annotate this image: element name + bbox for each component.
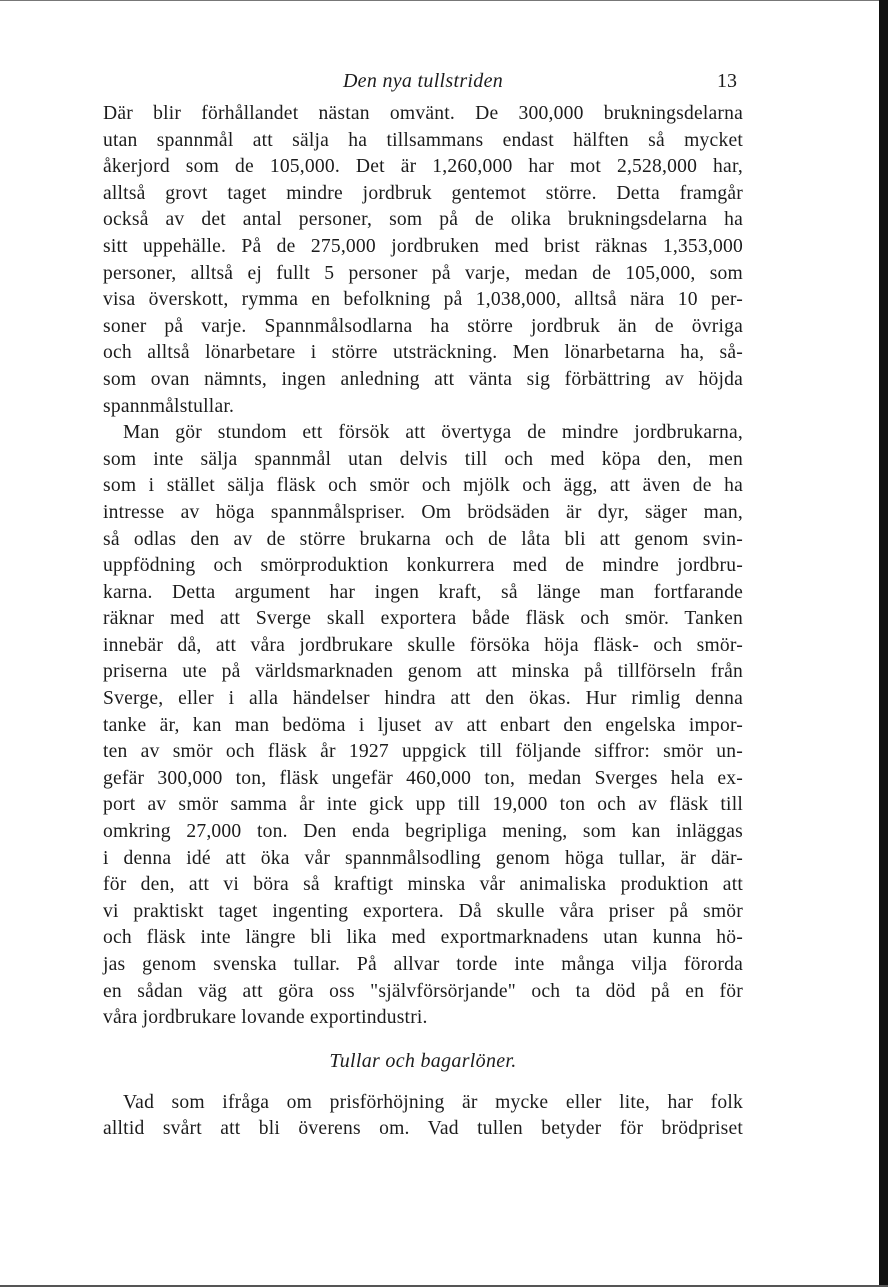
text-line: personer, alltså ej fullt 5 personer på varje, medan de 105,000, som (103, 262, 743, 284)
text-line: utan spannmål att sälja ha tillsammans endast hälften så mycket (103, 129, 743, 151)
text-line: alltid svårt att bli överens om. Vad tullen betyder för brödpriset (103, 1118, 743, 1140)
text-line: jas genom svenska tullar. På allvar torde inte många vilja förorda (103, 954, 743, 975)
text-line: soner på varje. Spannmålsodlarna ha större jordbruk än de övriga (103, 315, 743, 337)
text-line: vi praktiskt taget ingenting exportera. Då skulle våra priser på smör (103, 900, 743, 922)
text-line: i denna idé att öka vår spannmålsodling genom höga tullar, är där- (103, 847, 743, 869)
scan-border-top (0, 0, 888, 1)
text-line: för den, att vi böra så kraftigt minska vår animaliska produktion att (103, 874, 743, 896)
text-line: port av smör samma år inte gick upp till 19,000 ton och av fläsk till (103, 794, 743, 816)
text-line: visa överskott, rymma en befolkning på 1,038,000, alltså nära 10 per- (103, 289, 743, 311)
text-line: priserna ute på världsmarknaden genom att minska på tillförseln från (103, 661, 743, 683)
running-header (103, 70, 743, 98)
section-heading: Tullar och bagarlöner. (329, 1049, 517, 1072)
paragraph-2 (103, 420, 743, 1032)
text-line: omkring 27,000 ton. Den enda begripliga mening, som kan inläggas (103, 821, 743, 843)
text-line: sitt uppehälle. På de 275,000 jordbruken med brist räknas 1,353,000 (103, 235, 743, 257)
text-line: också av det antal personer, som på de olika brukningsdelarna ha (103, 209, 743, 231)
text-line: så odlas den av de större brukarna och de låta bli att genom svin- (103, 528, 743, 550)
page-number: 13 (717, 70, 737, 92)
text-line: karna. Detta argument har ingen kraft, så länge man fortfarande (103, 581, 743, 603)
text-line: en sådan väg att göra oss "självförsörjande" och ta död på en för (103, 980, 743, 1002)
text-line: gefär 300,000 ton, fläsk ungefär 460,000 ton, medan Sverges hela ex- (103, 767, 743, 789)
text-line: räknar med att Sverge skall exportera både fläsk och smör. Tanken (103, 608, 743, 630)
text-line: och alltså lönarbetare i större utsträckning. Men lönarbetarna ha, så- (103, 342, 743, 364)
book-page (103, 70, 743, 1143)
paragraph-1 (103, 101, 743, 420)
text-line: tanke är, kan man bedöma i ljuset av att enbart den engelska impor- (103, 714, 743, 736)
text-line: Där blir förhållandet nästan omvänt. De 300,000 brukningsdelarna (103, 103, 743, 124)
scan-border-right (879, 0, 888, 1287)
paragraph-3 (103, 1090, 743, 1143)
text-line: och fläsk inte längre bli lika med exportmarknadens utan kunna hö- (103, 927, 743, 949)
text-line: alltså grovt taget mindre jordbruk gentemot större. Detta framgår (103, 182, 743, 204)
text-line: som ovan nämnts, ingen anledning att vänta sig förbättring av höjda (103, 368, 743, 390)
running-title: Den nya tullstriden (342, 70, 504, 92)
text-line: som inte sälja spannmål utan delvis till och med köpa den, men (103, 448, 743, 470)
text-line: Man gör stundom ett försök att övertyga de mindre jordbrukarna, (123, 422, 743, 444)
text-line: som i stället sälja fläsk och smör och mjölk och ägg, att även de ha (103, 475, 743, 497)
text-line: innebär då, att våra jordbrukare skulle försöka höja fläsk- och smör- (103, 634, 743, 656)
text-line: intresse av höga spannmålspriser. Om brödsäden är dyr, säger man, (103, 501, 743, 523)
text-line: ten av smör och fläsk år 1927 uppgick till följande siffror: smör un- (103, 741, 743, 763)
text-line: Vad som ifråga om prisförhöjning är mycke eller lite, har folk (123, 1091, 743, 1113)
text-line: uppfödning och smörproduktion konkurrera med de mindre jordbru- (103, 555, 743, 577)
text-line: våra jordbrukare lovande exportindustri. (103, 1007, 428, 1029)
text-line: Sverge, eller i alla händelser hindra att den ökas. Hur rimlig denna (103, 688, 743, 710)
text-line: åkerjord som de 105,000. Det är 1,260,000 har mot 2,528,000 har, (103, 156, 743, 178)
text-line: spannmålstullar. (103, 395, 235, 417)
